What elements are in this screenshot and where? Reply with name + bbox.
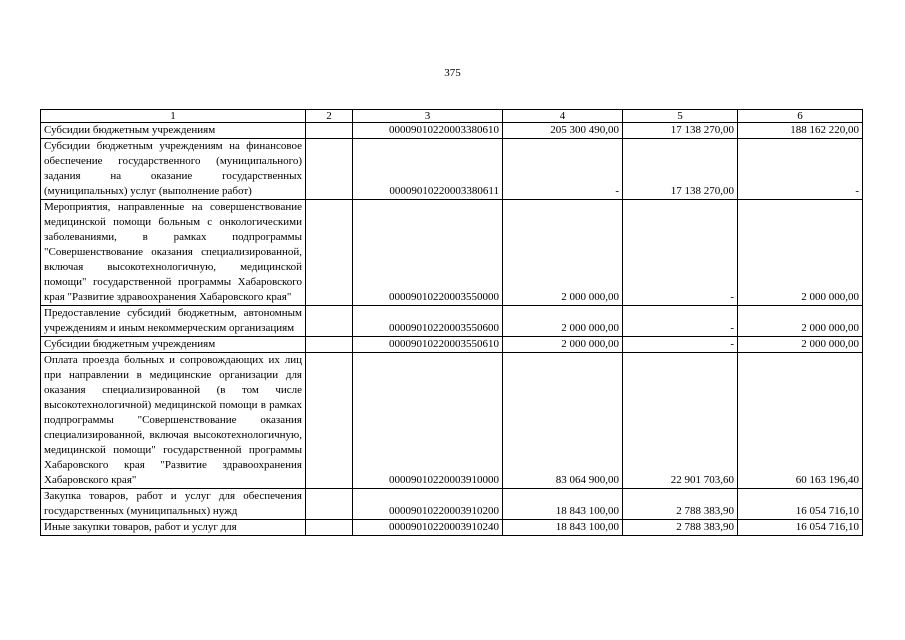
row-code-cell: 00009010220003550610 [353,337,503,353]
row-name-cell: Иные закупки товаров, работ и услуг для [41,520,306,536]
row-value4-cell: 2 000 000,00 [503,200,623,306]
row-value6-cell: 60 163 196,40 [738,353,863,489]
row-name-cell: Оплата проезда больных и сопровождающих их лиц при направлении в медицинские организации для оказания специализированной (в том числе высокотехнологичной) медицинской помощи в рамках подпрограммы "Совершенствование оказания специализированной, включая высокотехнологичную, медицинской помощи" государственной программы Хабаровского края "Развитие здравоохранения Хабаровского края" [41,353,306,489]
row-value6-cell: 188 162 220,00 [738,123,863,139]
header-cell: 5 [623,110,738,123]
row-code-cell: 00009010220003550000 [353,200,503,306]
header-cell: 4 [503,110,623,123]
row-value5-cell: 22 901 703,60 [623,353,738,489]
table-row [41,123,863,139]
row-name-cell: Предоставление субсидий бюджетным, автономным учреждениям и иным некоммерческим организациям [41,306,306,337]
row-value4-cell: 18 843 100,00 [503,520,623,536]
row-name-cell: Закупка товаров, работ и услуг для обеспечения государственных (муниципальных) нужд [41,489,306,520]
row-code-cell: 00009010220003380611 [353,139,503,200]
row-value5-cell: 2 788 383,90 [623,520,738,536]
header-cell: 3 [353,110,503,123]
row-value4-cell: 2 000 000,00 [503,306,623,337]
row-col2-cell [306,306,353,337]
row-code-cell: 00009010220003550600 [353,306,503,337]
row-value5-cell: 17 138 270,00 [623,123,738,139]
table-row [41,337,863,353]
row-col2-cell [306,337,353,353]
row-col2-cell [306,520,353,536]
row-name-cell: Субсидии бюджетным учреждениям [41,337,306,353]
row-col2-cell [306,489,353,520]
row-value4-cell: - [503,139,623,200]
budget-table [40,109,863,536]
row-value4-cell: 18 843 100,00 [503,489,623,520]
row-code-cell: 00009010220003910200 [353,489,503,520]
row-value4-cell: 83 064 900,00 [503,353,623,489]
header-cell: 1 [41,110,306,123]
header-cell: 6 [738,110,863,123]
row-value5-cell: 17 138 270,00 [623,139,738,200]
row-col2-cell [306,123,353,139]
row-value6-cell: 2 000 000,00 [738,200,863,306]
row-value5-cell: - [623,200,738,306]
row-code-cell: 00009010220003910000 [353,353,503,489]
row-name-cell: Субсидии бюджетным учреждениям [41,123,306,139]
row-value6-cell: 16 054 716,10 [738,489,863,520]
row-value5-cell: 2 788 383,90 [623,489,738,520]
header-cell: 2 [306,110,353,123]
row-col2-cell [306,200,353,306]
row-col2-cell [306,139,353,200]
row-code-cell: 00009010220003380610 [353,123,503,139]
row-name-cell: Мероприятия, направленные на совершенствование медицинской помощи больным с онкологическими заболеваниями, в рамках подпрограммы "Совершенствование оказания специализированной, включая высокотехнологичную, медицинской помощи" государственной программы Хабаровского края "Развитие здравоохранения Хабаровского края" [41,200,306,306]
table-row [41,200,863,306]
header-row [41,110,863,123]
table-row [41,489,863,520]
row-col2-cell [306,353,353,489]
table-row [41,306,863,337]
table-row [41,139,863,200]
row-name-cell: Субсидии бюджетным учреждениям на финансовое обеспечение государственного (муниципального) задания на оказание государственных (муниципальных) услуг (выполнение работ) [41,139,306,200]
row-value5-cell: - [623,337,738,353]
row-value6-cell: 16 054 716,10 [738,520,863,536]
row-value4-cell: 2 000 000,00 [503,337,623,353]
row-value6-cell: 2 000 000,00 [738,306,863,337]
row-value5-cell: - [623,306,738,337]
row-value4-cell: 205 300 490,00 [503,123,623,139]
row-value6-cell: 2 000 000,00 [738,337,863,353]
row-value6-cell: - [738,139,863,200]
row-code-cell: 00009010220003910240 [353,520,503,536]
page-number: 375 [444,67,461,79]
table-row [41,520,863,536]
table-row [41,353,863,489]
